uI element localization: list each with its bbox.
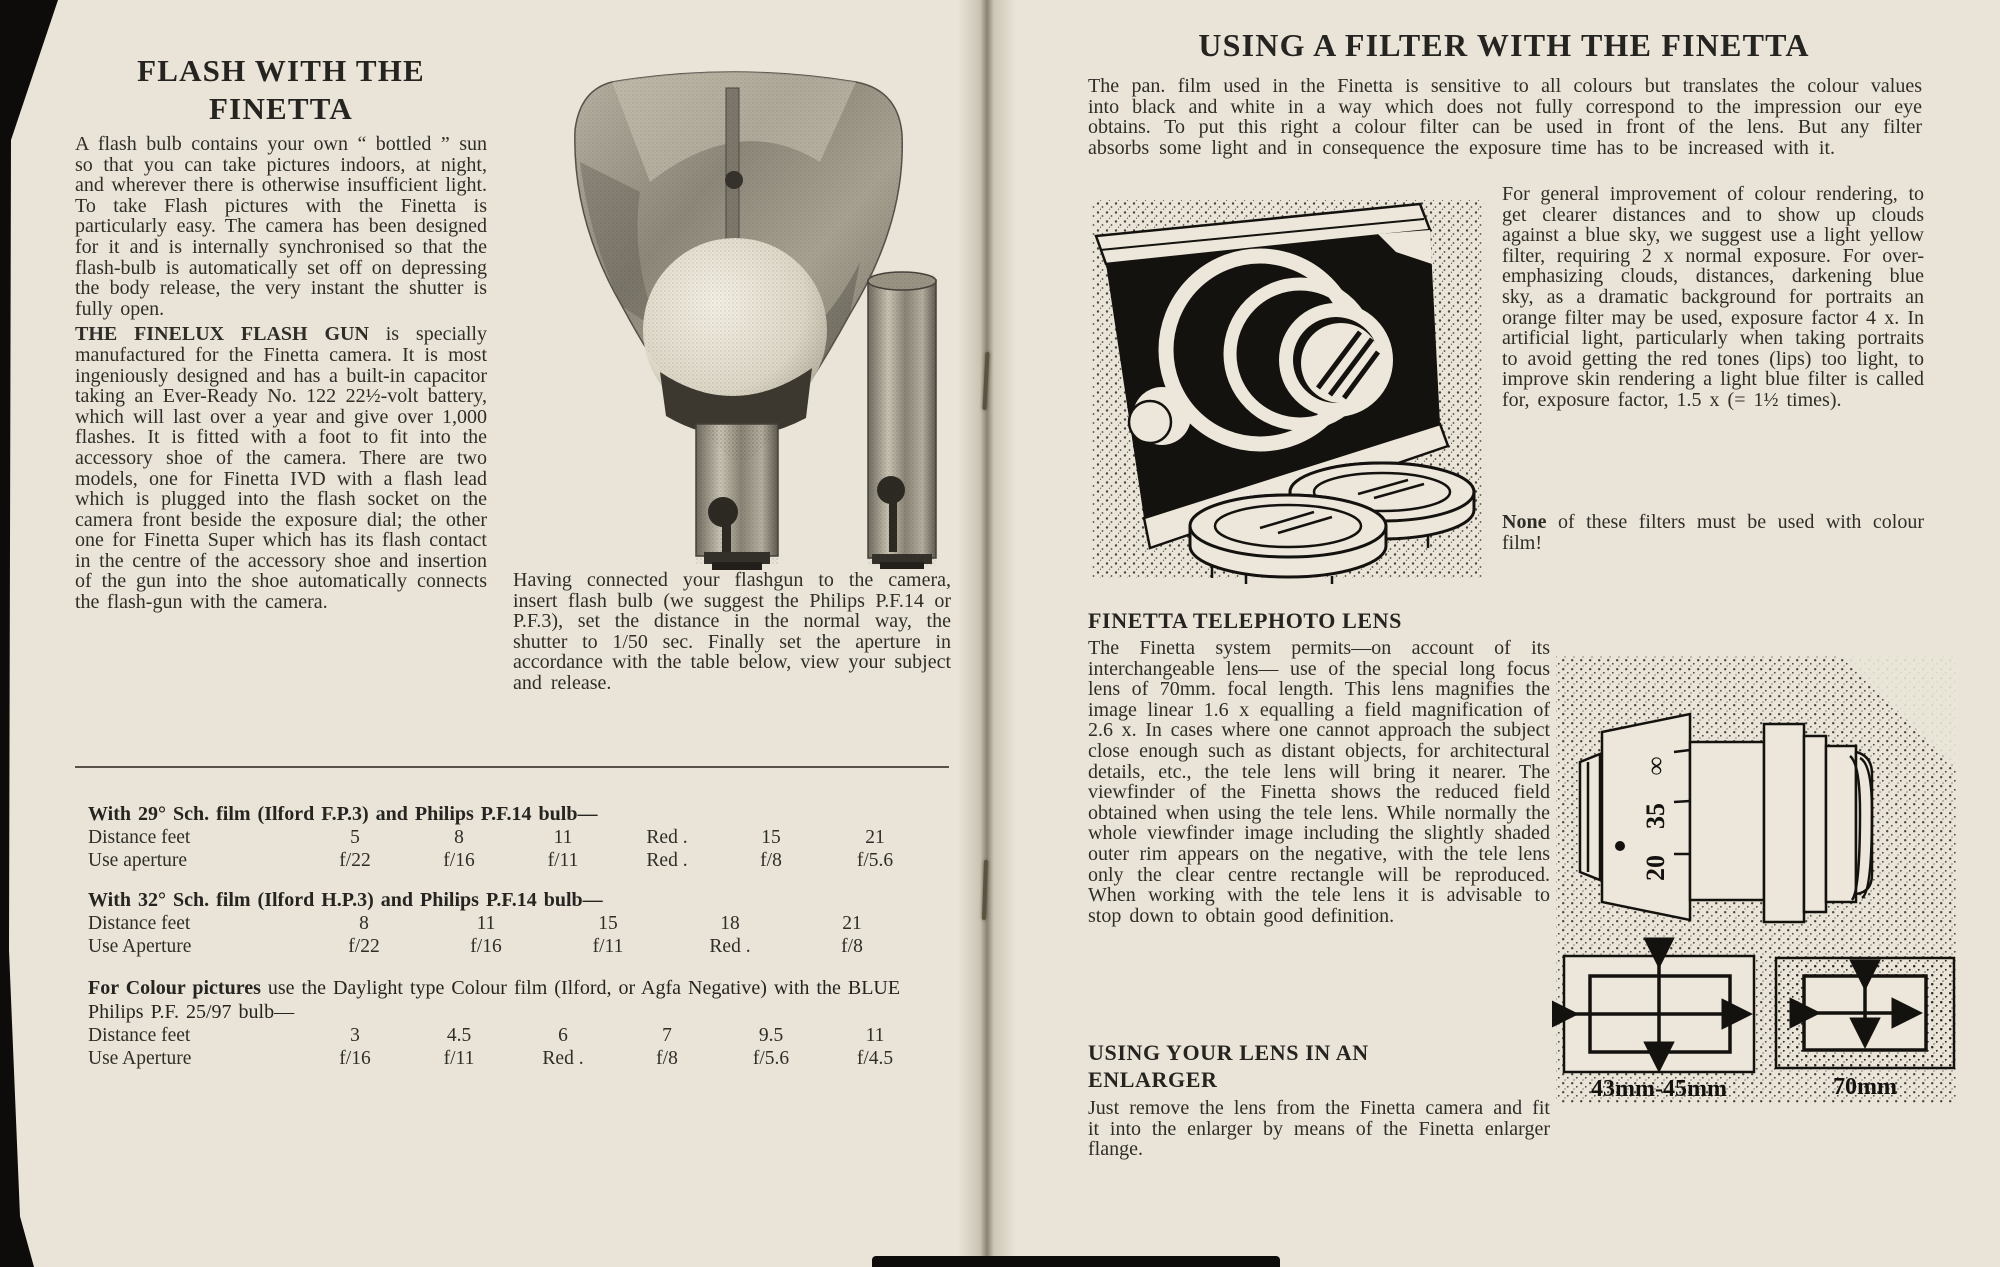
finelux-rest-text: is specially manufactured for the Finetta camera. It is most ingeniously designed and has a built-in capacitor taking an Ever-Ready No. 122 22½-volt battery, which will last over a year and give over 1,000 flashes. It is fitted with a foot to fit into the accessory shoe of the camera. There are two models, one for Finetta IVD with a flash lead which is plugged into the flash socket on the camera front beside the exposure dial; the other one for Finetta Super which has its flash contact in the centre of the accessory shoe and insertion of the gun into the shoe automatically connects the flash-gun with the camera. [75,323,487,614]
table-cell: 8 [359,913,369,934]
section-divider [75,766,949,768]
filter-advice [1502,184,1924,416]
row-label: Distance feet [88,913,191,934]
row-label: Use Aperture [88,1048,192,1069]
left-page-title [75,52,487,128]
table-32sch-heading: With 32° Sch. film (Ilford H.P.3) and Philips P.F.14 bulb— [88,889,603,911]
table-cell: f/16 [339,1048,371,1069]
row-label: Distance feet [88,1025,191,1046]
enlarger-heading-line2: ENLARGER [1088,1066,1218,1092]
table-row [88,826,954,849]
table-cell: f/11 [592,936,624,957]
table-cell: 11 [865,1025,885,1046]
format-label-70mm: 70mm [1833,1074,1897,1100]
table-colour-heading-rest: use the Daylight type Colour film (Ilford, or Agfa Negative) with the BLUE Philips P.F. 25/97 bulb— [88,977,901,1023]
row-label: Distance feet [88,827,191,848]
filter-advice-text: For general improvement of colour rendering, to get clearer distances and to show up clouds against a blue sky, we suggest use a light yellow filter, requiring 2 x normal exposure. For over-emphasizing clouds, distances, darkening blue sky, as a dramatic background for portraits an orange filter may be used, exposure factor 4 x. In artificial light, particularly when taking portraits to avoid getting the red tones (lips) too light, to improve skin rendering a light blue filter is called for, exposure factor, 1.5 x (= 1½ times). [1502,183,1924,411]
left-page-title-line1: FLASH WITH THE [137,53,425,88]
table-colour-heading-lead: For Colour pictures [88,977,261,999]
finelux-lead-text: THE FINELUX FLASH GUN [75,323,369,346]
table-cell: 5 [350,827,360,848]
table-cell: f/5.6 [856,850,894,871]
table-cell: f/22 [348,936,380,957]
table-cell: Red . [646,850,688,871]
table-row [88,849,954,872]
enlarger-heading-line1: USING YOUR LENS IN AN [1088,1040,1369,1065]
table-cell: Red . [542,1048,584,1069]
telephoto-body-text: The Finetta system permits—on account of its interchangeable lens— use of the special long focus lens of 70mm. focal length. This lens magnifies the image linear 1.6 x equalling a field magnification of 2.6 x. In cases where one cannot approach the subject close enough such as distant objects, for architectural details, etc., the tele lens will bring it nearer. The viewfinder of the Finetta shows the reduced field obtained when using the tele lens. While normally the whole viewfinder image including the slightly shaded outer rim appears on the negative, with the tele lens only the clear centre rectangle will be reproduced. When working with the tele lens it is advisable to stop down to obtain good definition. [1088,637,1550,927]
table-cell: f/11 [547,850,579,871]
flash-paragraph-1: A flash bulb contains your own “ bottled ” sun so that you can take pictures indoors, at night, and wherever there is otherwise insufficient light. To take Flash pictures with the Finetta is particularly easy. The camera has been designed for it and is internally synchronised so that the flash-bulb is automatically set off on depressing the body release, the very instant the shutter is fully open. [75,133,487,320]
page-left [30,0,970,1267]
table-cell: 6 [558,1025,568,1046]
flashgun-caption-text: Having connected your flashgun to the camera, insert flash bulb (we suggest the Philips P.F.14 or P.F.3), set the distance in the normal way, the shutter to 1/50 sec. Finally set the aperture in accordance with the table below, view your subject and release. [513,569,951,694]
table-cell: 15 [598,913,618,934]
table-colour-heading [88,976,954,1024]
filter-warning-lead: None [1502,511,1547,533]
table-row [88,935,954,958]
table-cell: f/8 [656,1048,678,1069]
lens-scale-infinity: ∞ [1641,756,1670,776]
table-cell: f/5.6 [752,1048,790,1069]
telephoto-body [1088,638,1550,931]
table-row [88,1047,954,1070]
table-cell: 15 [761,827,781,848]
page-right [1020,0,2000,1267]
table-row [88,912,954,935]
format-diagram-70mm [1776,958,1954,1068]
left-page-title-line2: FINETTA [209,90,353,126]
filter-warning [1502,512,1924,558]
right-page-title: USING A FILTER WITH THE FINETTA [1198,27,1810,63]
table-cell: f/4.5 [856,1048,894,1069]
table-cell: f/8 [841,936,863,957]
row-label: Use Aperture [88,936,192,957]
format-label-43mm: 43mm-45mm [1591,1076,1727,1102]
flash-paragraph-2 [75,324,487,612]
telephoto-heading: FINETTA TELEPHOTO LENS [1088,608,1402,633]
table-cell: 11 [476,913,496,934]
flashgun-caption [513,570,951,699]
filter-warning-rest: of these filters must be used with colour film! [1502,511,1924,554]
table-cell: 11 [553,827,573,848]
row-label: Use aperture [88,850,188,871]
table-colour [88,976,954,1070]
table-cell: f/8 [760,850,782,871]
filter-intro [1088,76,1922,163]
camera-filter-illustration [1078,192,1496,584]
enlarger-heading [1088,1040,1468,1094]
table-cell: 8 [454,827,464,848]
table-32sch [88,888,954,958]
table-cell: 21 [842,913,862,934]
table-row [88,1024,954,1047]
table-cell: f/22 [339,850,371,871]
table-cell: f/16 [470,936,502,957]
enlarger-body-text: Just remove the lens from the Finetta camera and fit it into the enlarger by means of the Finetta enlarger flange. [1088,1097,1550,1161]
exposure-tables [88,802,954,1070]
format-diagram-43mm [1564,956,1754,1072]
flash-body-text [75,134,487,618]
table-cell: Red . [709,936,751,957]
lens-scale-20: 20 [1641,855,1670,881]
table-cell: 7 [662,1025,672,1046]
table-cell: 4.5 [446,1025,472,1046]
table-cell: f/16 [443,850,475,871]
enlarger-body [1088,1098,1550,1165]
table-cell: f/11 [443,1048,475,1069]
table-cell: 9.5 [758,1025,784,1046]
table-cell: 18 [720,913,740,934]
table-cell: Red . [646,827,688,848]
flashgun-photo [520,42,948,570]
filter-intro-text: The pan. film used in the Finetta is sensitive to all colours but translates the colour values into black and white in a way which does not fully correspond to the impression our eye obtains. To put this right a colour filter can be used in front of the lens. But any filter absorbs some light and in consequence the exposure time has to be increased with it. [1088,75,1922,159]
lens-scale-35: 35 [1641,803,1670,829]
table-cell: 3 [350,1025,360,1046]
telephoto-lens-illustration [1552,640,1964,1110]
table-29sch-heading: With 29° Sch. film (Ilford F.P.3) and Philips P.F.14 bulb— [88,803,598,825]
table-cell: 21 [865,827,885,848]
table-29sch [88,802,954,872]
filter-warning-text [1502,512,1924,553]
